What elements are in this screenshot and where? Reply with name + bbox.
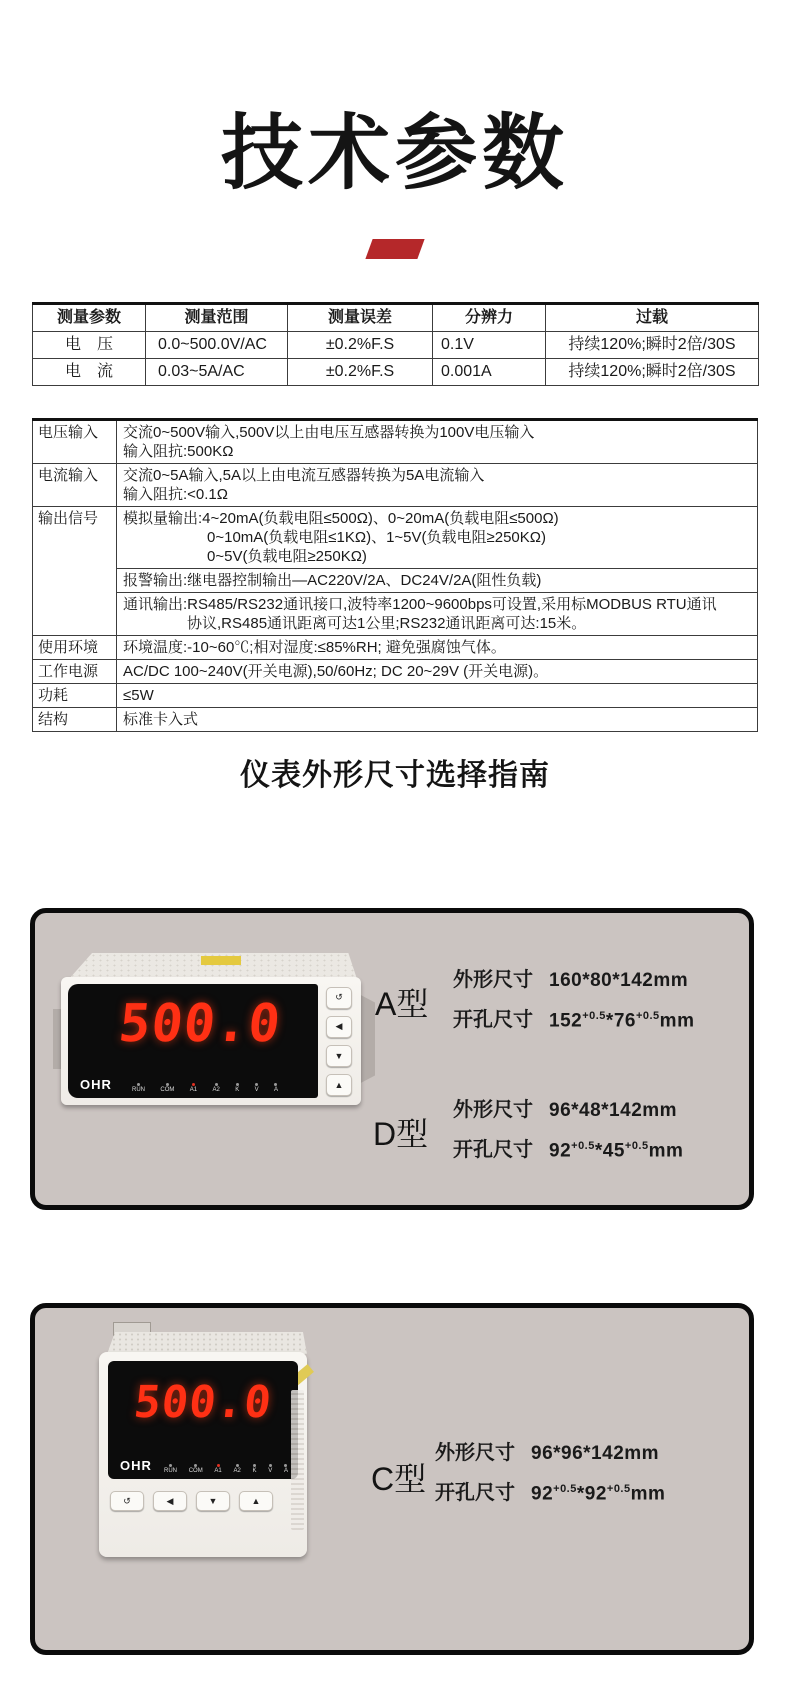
indicator bbox=[233, 1464, 240, 1474]
col-header: 测量范围 bbox=[146, 304, 288, 332]
page-title: 技术参数 bbox=[220, 108, 569, 199]
indicator-label: K bbox=[235, 1087, 240, 1093]
cell bbox=[117, 684, 758, 708]
col-header: 过载 bbox=[546, 304, 759, 332]
spec-line: 通讯输出:RS485/RS232通讯接口,波特率1200~9600bps可设置,采用标MODBUS RTU通讯 bbox=[123, 596, 717, 613]
row-label: 使用环境 bbox=[33, 636, 117, 660]
row-label: 工作电源 bbox=[33, 660, 117, 684]
spec-value: $92^{+0.5}*92^{+0.5}mm$ bbox=[531, 1482, 666, 1504]
row-label: 结构 bbox=[33, 708, 117, 732]
spec-line: 0~10mA(负载电阻≤1KΩ)、1~5V(负载电阻≥250KΩ) bbox=[207, 529, 546, 546]
cell: 电 压 bbox=[33, 332, 146, 359]
up-button-icon: ▲ bbox=[326, 1074, 352, 1096]
row-label: 电压输入 bbox=[33, 420, 117, 464]
indicator-label: COM bbox=[160, 1087, 175, 1093]
red-accent-shape bbox=[365, 239, 424, 259]
spec-row bbox=[435, 1476, 665, 1516]
spec-row bbox=[453, 1093, 683, 1133]
table-row bbox=[33, 359, 759, 386]
model-c-specs bbox=[435, 1436, 665, 1516]
cell-analog-output bbox=[117, 507, 758, 569]
cell bbox=[117, 464, 758, 507]
spec-label: 开孔尺寸 bbox=[435, 1482, 515, 1504]
spec-line: AC/DC 100~240V(开关电源),50/60Hz; DC 20~29V (开关电源)。 bbox=[123, 663, 549, 680]
spec-line: 输入阻抗:500KΩ bbox=[123, 443, 234, 460]
col-header: 测量参数 bbox=[33, 304, 146, 332]
spec-value: $152^{+0.5}*76^{+0.5}mm$ bbox=[549, 1009, 695, 1031]
cell: 持续120%;瞬时2倍/30S bbox=[546, 332, 759, 359]
indicator bbox=[160, 1083, 174, 1093]
spec-line: 输入阻抗:<0.1Ω bbox=[123, 486, 228, 503]
indicator-label: A2 bbox=[233, 1468, 241, 1474]
row-label: 电流输入 bbox=[33, 464, 117, 507]
spec-row bbox=[435, 1436, 665, 1476]
spec-line: 交流0~5A输入,5A以上由电流互感器转换为5A电流输入 bbox=[123, 467, 485, 484]
indicator-label: RUN bbox=[132, 1087, 145, 1093]
spec-row bbox=[453, 1003, 694, 1043]
table-row-current-input bbox=[33, 464, 758, 507]
cell: 0.0~500.0V/AC bbox=[146, 332, 288, 359]
spec-label: 开孔尺寸 bbox=[453, 1009, 533, 1031]
button-column bbox=[324, 984, 354, 1098]
indicator-label: A bbox=[273, 1087, 278, 1093]
spec-label: 外形尺寸 bbox=[453, 1099, 533, 1121]
spec-label: 开孔尺寸 bbox=[453, 1139, 533, 1161]
spec-line: 协议,RS485通讯距离可达1公里;RS232通讯距离可达:15米。 bbox=[187, 615, 587, 632]
spec-value: 96*48*142mm bbox=[549, 1100, 678, 1121]
meter-photo-a-type bbox=[61, 977, 361, 1105]
spec-line: 环境温度:-10~60℃;相对湿度:≤85%RH; 避免强腐蚀气体。 bbox=[123, 639, 506, 656]
meter-top-surface bbox=[69, 953, 357, 979]
indicator-label: COM bbox=[188, 1468, 203, 1474]
dimension-panel-a-d bbox=[30, 908, 754, 1210]
cell bbox=[117, 636, 758, 660]
indicator-label: A bbox=[283, 1468, 288, 1474]
indicator bbox=[132, 1083, 145, 1093]
meter-top-surface bbox=[105, 1332, 307, 1354]
spec-line: 交流0~500V输入,500V以上由电压互感器转换为100V电压输入 bbox=[123, 424, 535, 441]
cell-alarm-output bbox=[117, 569, 758, 593]
indicator bbox=[274, 1083, 278, 1093]
cell: ±0.2%F.S bbox=[288, 332, 433, 359]
spec-value: $92^{+0.5}*45^{+0.5}mm$ bbox=[549, 1139, 684, 1161]
table-row-environment bbox=[33, 636, 758, 660]
indicator bbox=[214, 1464, 221, 1474]
measurement-spec-table bbox=[32, 302, 759, 386]
yellow-sticker bbox=[201, 956, 241, 965]
model-d-specs bbox=[453, 1093, 683, 1173]
indicator-label: RUN bbox=[164, 1468, 177, 1474]
led-readout: 500.0 bbox=[116, 994, 284, 1054]
table-row-power-supply bbox=[33, 660, 758, 684]
cell: 0.1V bbox=[433, 332, 546, 359]
indicator bbox=[164, 1464, 177, 1474]
cell bbox=[117, 420, 758, 464]
cell: 0.001A bbox=[433, 359, 546, 386]
spec-line: 报警输出:继电器控制输出—AC220V/2A、DC24V/2A(阻性负载) bbox=[123, 572, 542, 589]
row-label: 功耗 bbox=[33, 684, 117, 708]
spec-row bbox=[453, 963, 694, 1003]
indicator-row bbox=[164, 1464, 288, 1474]
led-readout: 500.0 bbox=[131, 1377, 275, 1428]
brand-logo: OHR bbox=[120, 1458, 152, 1473]
table-row-output-signal bbox=[33, 507, 758, 569]
indicator bbox=[212, 1083, 219, 1093]
cell: 持续120%;瞬时2倍/30S bbox=[546, 359, 759, 386]
shift-button-icon: ◀ bbox=[153, 1491, 187, 1511]
indicator-label: V bbox=[268, 1468, 273, 1474]
cell: 0.03~5A/AC bbox=[146, 359, 288, 386]
indicator-label: V bbox=[254, 1087, 259, 1093]
spec-value: 160*80*142mm bbox=[549, 970, 689, 991]
spec-row bbox=[453, 1133, 683, 1173]
indicator bbox=[235, 1083, 239, 1093]
indicator-label: K bbox=[252, 1468, 257, 1474]
row-label: 输出信号 bbox=[33, 507, 117, 636]
meter-display-area bbox=[108, 1361, 298, 1479]
cell: 电 流 bbox=[33, 359, 146, 386]
model-name-c: C型 bbox=[371, 1461, 427, 1497]
cell: ±0.2%F.S bbox=[288, 359, 433, 386]
up-button-icon: ▲ bbox=[239, 1491, 273, 1511]
side-label-strip bbox=[291, 1390, 304, 1530]
model-a-specs bbox=[453, 963, 694, 1043]
spec-line: ≤5W bbox=[123, 687, 154, 704]
indicator-row bbox=[132, 1083, 278, 1093]
io-spec-table bbox=[32, 418, 758, 732]
indicator bbox=[284, 1464, 288, 1474]
indicator-label: A2 bbox=[212, 1087, 220, 1093]
indicator-label: A1 bbox=[189, 1087, 198, 1093]
meter-body bbox=[99, 1352, 307, 1557]
indicator bbox=[253, 1464, 257, 1474]
brand-logo: OHR bbox=[80, 1077, 112, 1092]
spec-label: 外形尺寸 bbox=[453, 969, 533, 991]
table-row-comm-output bbox=[33, 593, 758, 636]
button-row bbox=[108, 1491, 298, 1511]
table-row-voltage-input bbox=[33, 420, 758, 464]
section-title: 仪表外形尺寸选择指南 bbox=[240, 759, 550, 792]
spec-line: 0~5V(负载电阻≥250KΩ) bbox=[207, 548, 367, 565]
meter-photo-c-type bbox=[97, 1324, 322, 1564]
table-row-alarm-output bbox=[33, 569, 758, 593]
spec-line: 标准卡入式 bbox=[123, 711, 199, 728]
table-header-row bbox=[33, 304, 759, 332]
down-button-icon: ▼ bbox=[196, 1491, 230, 1511]
meter-display-area bbox=[68, 984, 318, 1098]
down-button-icon: ▼ bbox=[326, 1045, 352, 1067]
shift-button-icon: ◀ bbox=[326, 1016, 352, 1038]
table-row bbox=[33, 332, 759, 359]
indicator-label: A1 bbox=[214, 1468, 222, 1474]
dimension-panel-c bbox=[30, 1303, 754, 1655]
indicator bbox=[268, 1464, 272, 1474]
model-name-d: D型 bbox=[373, 1116, 429, 1152]
reset-button-icon: ↺ bbox=[110, 1491, 144, 1511]
indicator bbox=[189, 1464, 203, 1474]
indicator bbox=[255, 1083, 259, 1093]
col-header: 分辨力 bbox=[433, 304, 546, 332]
cell-comm-output bbox=[117, 593, 758, 636]
spec-line: 模拟量输出:4~20mA(负载电阻≤500Ω)、0~20mA(负载电阻≤500Ω) bbox=[123, 510, 559, 527]
table-row-power-consumption bbox=[33, 684, 758, 708]
table-row-structure bbox=[33, 708, 758, 732]
model-name-a: A型 bbox=[375, 986, 429, 1022]
meter-body bbox=[61, 977, 361, 1105]
col-header: 测量误差 bbox=[288, 304, 433, 332]
cell bbox=[117, 708, 758, 732]
spec-value: 96*96*142mm bbox=[531, 1443, 660, 1464]
indicator bbox=[190, 1083, 197, 1093]
reset-button-icon: ↺ bbox=[326, 987, 352, 1009]
cell bbox=[117, 660, 758, 684]
spec-label: 外形尺寸 bbox=[435, 1442, 515, 1464]
